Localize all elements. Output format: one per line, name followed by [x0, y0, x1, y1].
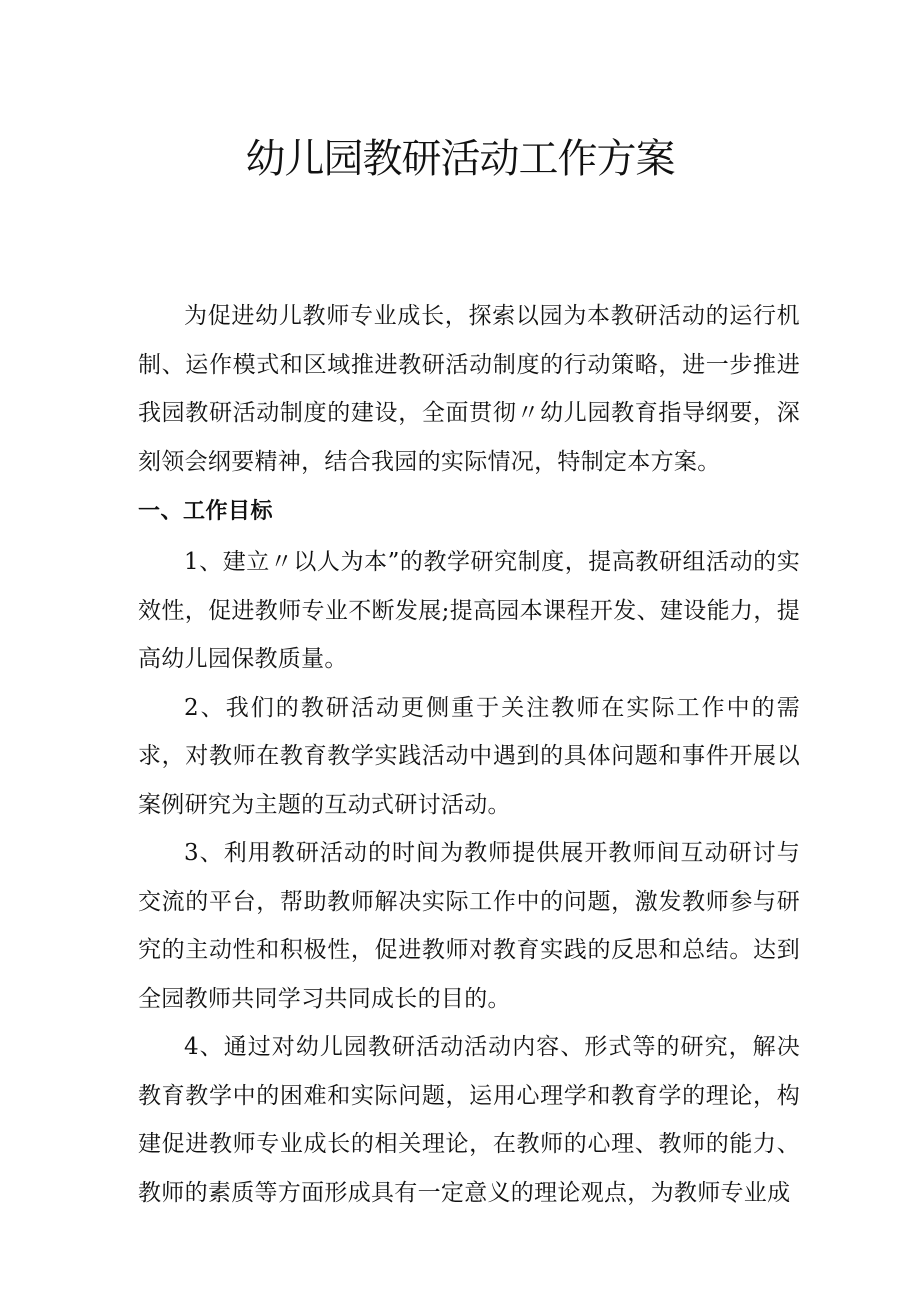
document-body: [138, 292, 800, 1217]
intro-paragraph: 为促进幼儿教师专业成长，探索以园为本教研活动的运行机制、运作模式和区域推进教研活动制度的行动策略，进一步推进我园教研活动制度的建设，全面贯彻〃幼儿园教育指导纲要，深刻领会纲要精神，结合我园的实际情况，特制定本方案。: [138, 303, 800, 475]
goal-item-2: 2、我们的教研活动更侧重于关注教师在实际工作中的需求，对教师在教育教学实践活动中遇到的具体问题和事件开展以案例研究为主题的互动式研讨活动。: [138, 694, 800, 818]
goal-item-3: 3、利用教研活动的时间为教师提供展开教师间互动研讨与交流的平台，帮助教师解决实际工作中的问题，激发教师参与研究的主动性和积极性，促进教师对教育实践的反思和总结。达到全园教师共同学习共同成长的目的。: [138, 840, 800, 1012]
section-heading-goals: 一、工作目标: [138, 499, 274, 524]
goal-item-4: 4、通过对幼儿园教研活动活动内容、形式等的研究，解决教育教学中的困难和实际问题，运用心理学和教育学的理论，构建促进教师专业成长的相关理论，在教师的心理、教师的能力、教师的素质等方面形成具有一定意义的理论观点，为教师专业成: [138, 1034, 800, 1206]
goal-item-1: 1、建立〃以人为本”的教学研究制度，提高教研组活动的实效性，促进教师专业不断发展;提高园本课程开发、建设能力，提高幼儿园保教质量。: [138, 549, 800, 672]
document-title: 幼儿园教研活动工作方案: [245, 136, 675, 182]
